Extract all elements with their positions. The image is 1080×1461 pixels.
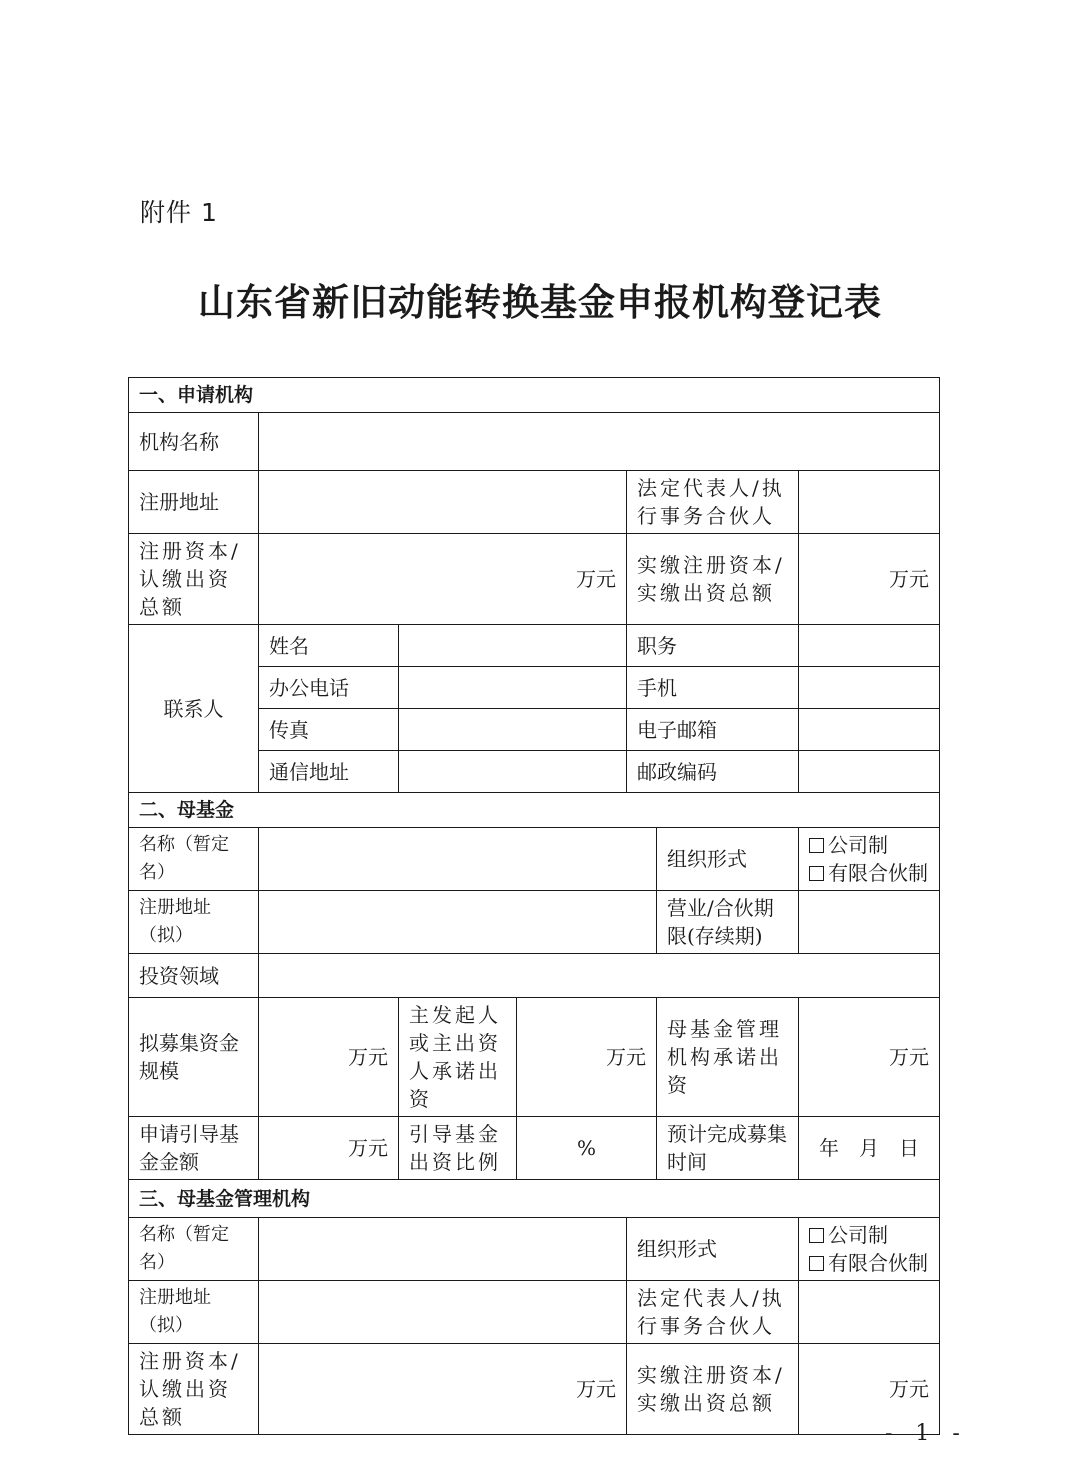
paid-capital-field[interactable]: 万元 — [799, 534, 940, 625]
fax-field[interactable] — [399, 709, 627, 751]
fund-name-field[interactable] — [259, 828, 657, 891]
fund-reg-address-field[interactable] — [259, 891, 657, 954]
reg-address-field[interactable] — [259, 471, 627, 534]
contact-name-label: 姓名 — [259, 625, 399, 667]
fund-reg-address-label: 注册地址（拟） — [129, 891, 259, 954]
fund-option-company[interactable]: 公司制 — [809, 831, 929, 859]
checkbox-icon[interactable] — [809, 1228, 824, 1243]
fund-term-label: 营业/合伙期限(存续期) — [657, 891, 799, 954]
office-phone-label: 办公电话 — [259, 667, 399, 709]
manager-reg-capital-label: 注册资本/认缴出资总额 — [129, 1344, 259, 1435]
manager-name-field[interactable] — [259, 1218, 627, 1281]
reg-capital-field[interactable]: 万元 — [259, 534, 627, 625]
contact-label: 联系人 — [129, 625, 259, 793]
email-label: 电子邮箱 — [627, 709, 799, 751]
org-name-field[interactable] — [259, 413, 940, 471]
legal-rep-field[interactable] — [799, 471, 940, 534]
fund-name-label: 名称（暂定名） — [129, 828, 259, 891]
org-name-label: 机构名称 — [129, 413, 259, 471]
postcode-label: 邮政编码 — [627, 751, 799, 793]
guide-ratio-label: 引导基金出资比例 — [399, 1117, 517, 1180]
attachment-label: 附件 1 — [140, 198, 218, 227]
section-applicant-heading: 一、申请机构 — [129, 378, 940, 413]
manager-legal-rep-field[interactable] — [799, 1281, 940, 1344]
checkbox-icon[interactable] — [809, 866, 824, 881]
checkbox-icon[interactable] — [809, 838, 824, 853]
manager-paid-capital-field[interactable]: 万元 — [799, 1344, 940, 1435]
manager-reg-address-label: 注册地址（拟） — [129, 1281, 259, 1344]
sponsor-commit-label: 主发起人或主出资人承诺出资 — [399, 998, 517, 1117]
fund-org-form-label: 组织形式 — [657, 828, 799, 891]
sponsor-commit-field[interactable]: 万元 — [517, 998, 657, 1117]
paid-capital-label: 实缴注册资本/实缴出资总额 — [627, 534, 799, 625]
section-fund-heading: 二、母基金 — [129, 793, 940, 828]
mobile-label: 手机 — [627, 667, 799, 709]
contact-position-label: 职务 — [627, 625, 799, 667]
manager-commit-field[interactable]: 万元 — [799, 998, 940, 1117]
mail-address-label: 通信地址 — [259, 751, 399, 793]
checkbox-icon[interactable] — [809, 1256, 824, 1271]
planned-scale-label: 拟募集资金规模 — [129, 998, 259, 1117]
invest-field-label: 投资领域 — [129, 954, 259, 998]
fund-term-field[interactable] — [799, 891, 940, 954]
manager-org-form-options — [799, 1218, 940, 1281]
registration-form-table — [128, 377, 940, 1435]
planned-scale-field[interactable]: 万元 — [259, 998, 399, 1117]
reg-address-label: 注册地址 — [129, 471, 259, 534]
reg-capital-label: 注册资本/认缴出资总额 — [129, 534, 259, 625]
page-number: - 1 - — [885, 1421, 968, 1446]
postcode-field[interactable] — [799, 751, 940, 793]
manager-reg-capital-field[interactable]: 万元 — [259, 1344, 627, 1435]
fund-option-partnership[interactable]: 有限合伙制 — [809, 859, 929, 887]
manager-paid-capital-label: 实缴注册资本/实缴出资总额 — [627, 1344, 799, 1435]
guide-ratio-field[interactable]: % — [517, 1117, 657, 1180]
contact-position-field[interactable] — [799, 625, 940, 667]
manager-org-form-label: 组织形式 — [627, 1218, 799, 1281]
manager-commit-label: 母基金管理机构承诺出资 — [657, 998, 799, 1117]
apply-guide-amount-field[interactable]: 万元 — [259, 1117, 399, 1180]
invest-field-field[interactable] — [259, 954, 940, 998]
contact-name-field[interactable] — [399, 625, 627, 667]
mail-address-field[interactable] — [399, 751, 627, 793]
legal-rep-label: 法定代表人/执行事务合伙人 — [627, 471, 799, 534]
manager-legal-rep-label: 法定代表人/执行事务合伙人 — [627, 1281, 799, 1344]
email-field[interactable] — [799, 709, 940, 751]
fax-label: 传真 — [259, 709, 399, 751]
manager-option-company[interactable]: 公司制 — [809, 1221, 929, 1249]
manager-reg-address-field[interactable] — [259, 1281, 627, 1344]
expected-time-field[interactable]: 年 月 日 — [799, 1117, 940, 1180]
office-phone-field[interactable] — [399, 667, 627, 709]
mobile-field[interactable] — [799, 667, 940, 709]
apply-guide-amount-label: 申请引导基金金额 — [129, 1117, 259, 1180]
section-manager-heading: 三、母基金管理机构 — [129, 1180, 940, 1218]
fund-org-form-options — [799, 828, 940, 891]
manager-option-partnership[interactable]: 有限合伙制 — [809, 1249, 929, 1277]
manager-name-label: 名称（暂定名） — [129, 1218, 259, 1281]
expected-time-label: 预计完成募集时间 — [657, 1117, 799, 1180]
page-title: 山东省新旧动能转换基金申报机构登记表 — [198, 281, 882, 324]
